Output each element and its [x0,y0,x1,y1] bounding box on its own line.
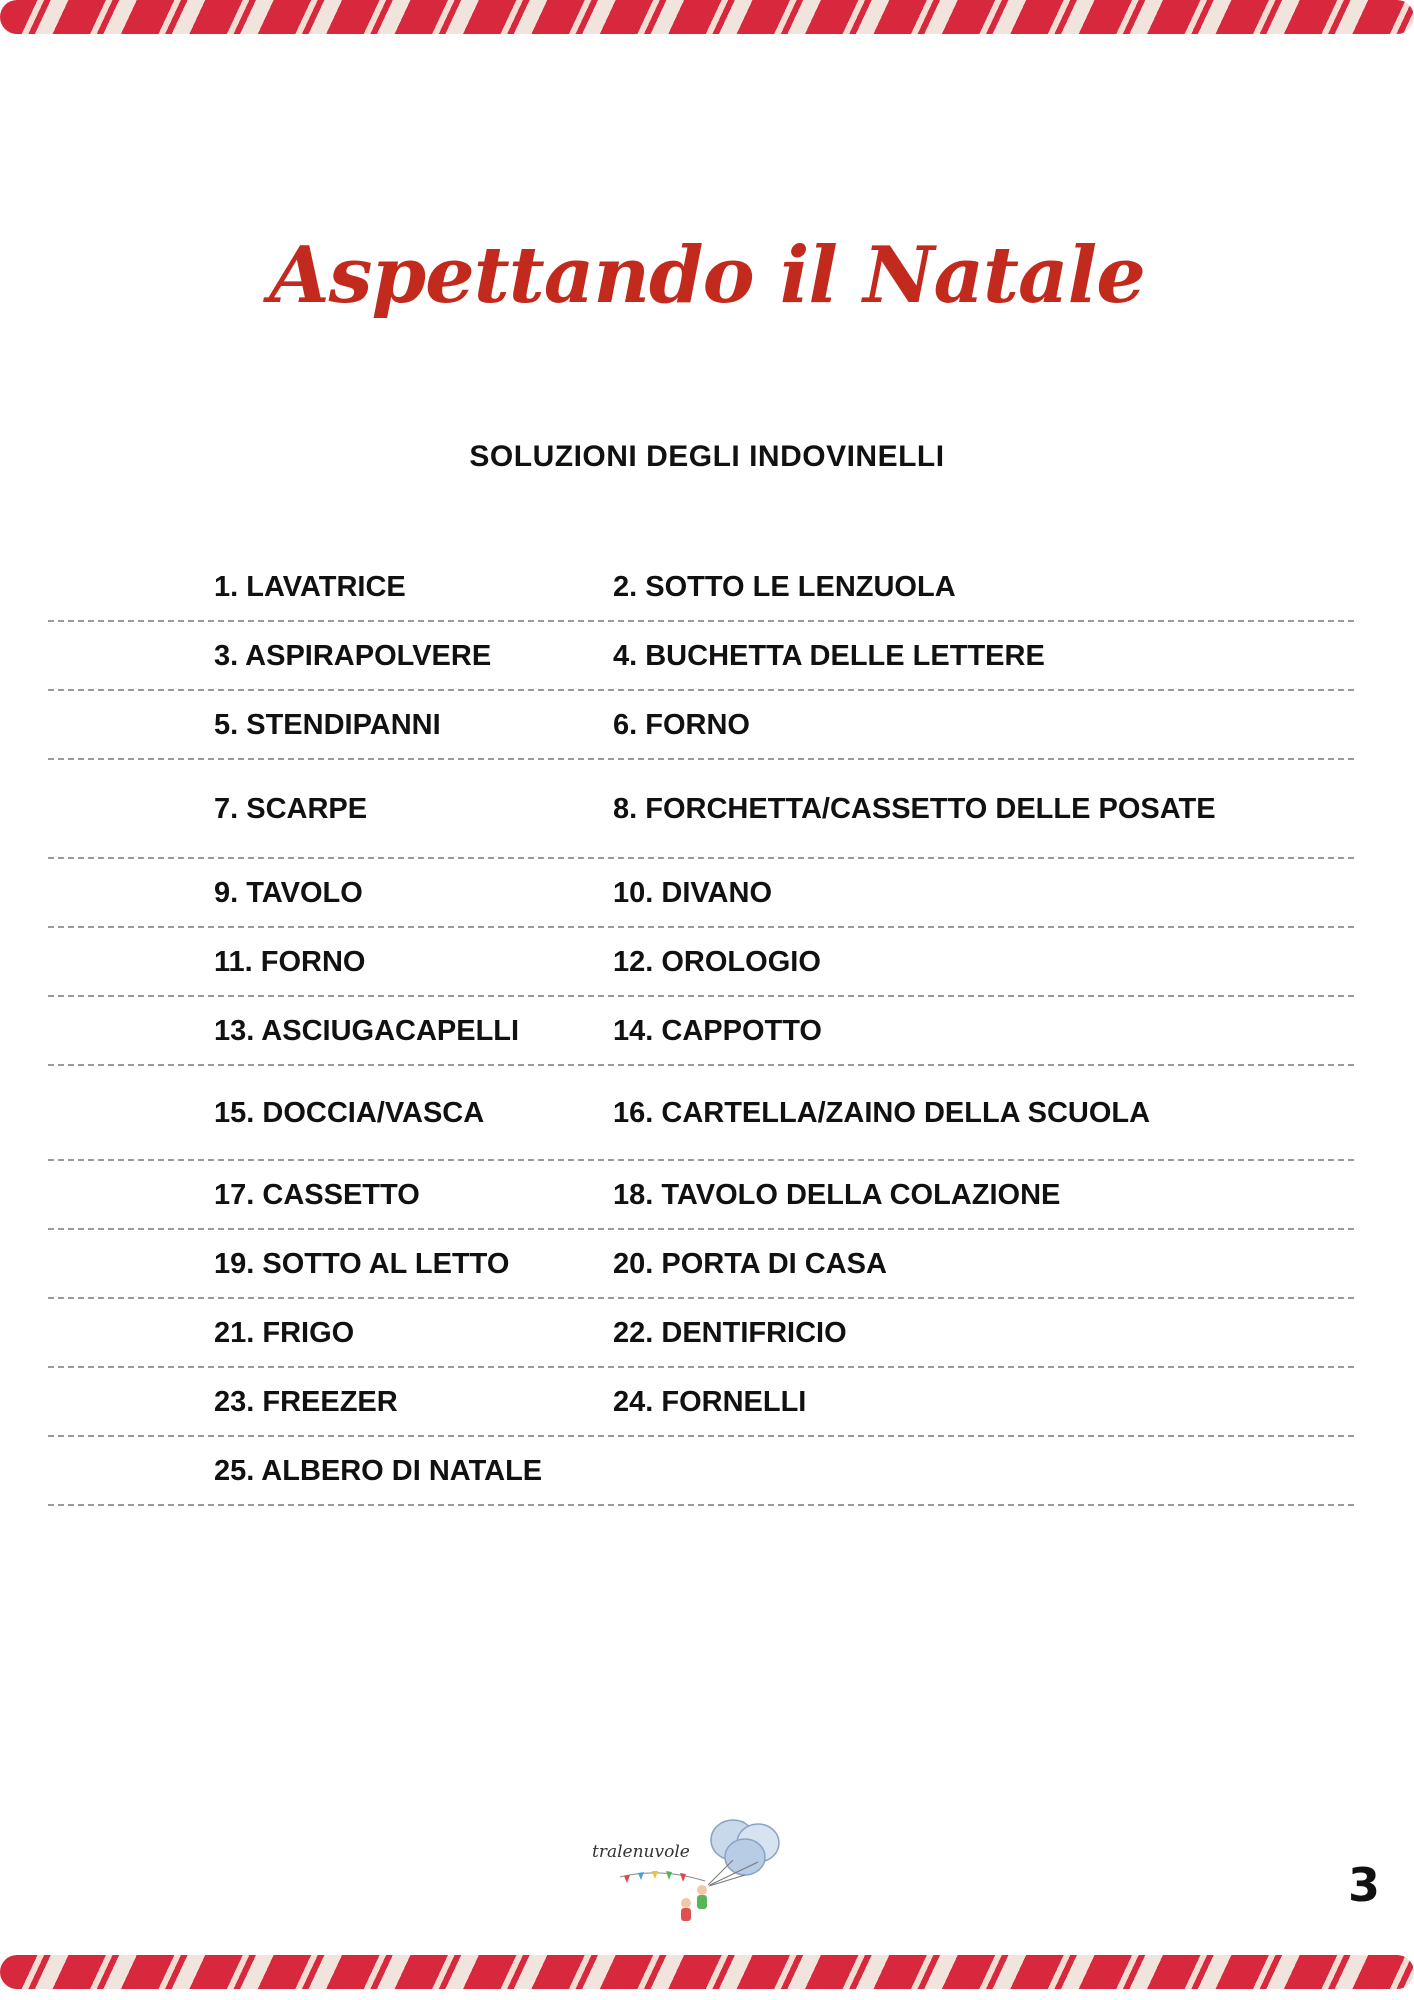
answer-item: 17. CASSETTO [214,1178,420,1211]
answer-item: 24. FORNELLI [613,1385,807,1418]
answer-item: 10. DIVANO [613,876,773,909]
table-row [48,859,1354,928]
table-row [48,760,1354,859]
tralenuvole-logo [590,1815,805,1930]
answer-item: 21. FRIGO [214,1316,355,1349]
answer-item: 15. DOCCIA/VASCA [214,1096,485,1129]
logo-text: tralenuvole [592,1842,690,1862]
table-row [48,1368,1354,1437]
answer-item: 20. PORTA DI CASA [613,1247,887,1280]
table-row [48,1161,1354,1230]
answer-item: 1. LAVATRICE [214,570,406,603]
page-title: Aspettando il Natale [269,230,1145,321]
answer-item: 22. DENTIFRICIO [613,1316,847,1349]
answer-item: 4. BUCHETTA DELLE LETTERE [613,639,1045,672]
answer-item: 12. OROLOGIO [613,945,821,978]
answer-item: 16. CARTELLA/ZAINO DELLA SCUOLA [613,1096,1151,1129]
table-row [48,1230,1354,1299]
answer-item: 3. ASPIRAPOLVERE [214,639,492,672]
balloon-icon [725,1839,765,1875]
answer-item: 11. FORNO [214,945,366,978]
answer-item: 23. FREEZER [214,1385,398,1418]
answer-item: 6. FORNO [613,708,750,741]
section-heading: SOLUZIONI DEGLI INDOVINELLI [469,440,945,473]
table-row [48,691,1354,760]
table-row [48,928,1354,997]
answer-item: 7. SCARPE [214,792,368,825]
table-row [48,1437,1354,1506]
answer-item: 9. TAVOLO [214,876,363,909]
top-candy-stripe [0,0,1414,34]
balloon-logo-icon [590,1815,805,1930]
answer-item: 19. SOTTO AL LETTO [214,1247,510,1280]
answer-item: 18. TAVOLO DELLA COLAZIONE [613,1178,1061,1211]
answers-table [48,553,1354,1506]
answer-item: 14. CAPPOTTO [613,1014,822,1047]
answer-item: 8. FORCHETTA/CASSETTO DELLE POSATE [613,792,1216,825]
table-row [48,997,1354,1066]
bottom-candy-stripe [0,1955,1414,1989]
answer-item: 13. ASCIUGACAPELLI [214,1014,520,1047]
table-row [48,1066,1354,1161]
page-number: 3 [1347,1858,1380,1912]
table-row [48,1299,1354,1368]
answer-item: 2. SOTTO LE LENZUOLA [613,570,956,603]
answer-item: 5. STENDIPANNI [214,708,441,741]
table-row [48,553,1354,622]
answer-item: 25. ALBERO DI NATALE [214,1454,543,1487]
table-row [48,622,1354,691]
